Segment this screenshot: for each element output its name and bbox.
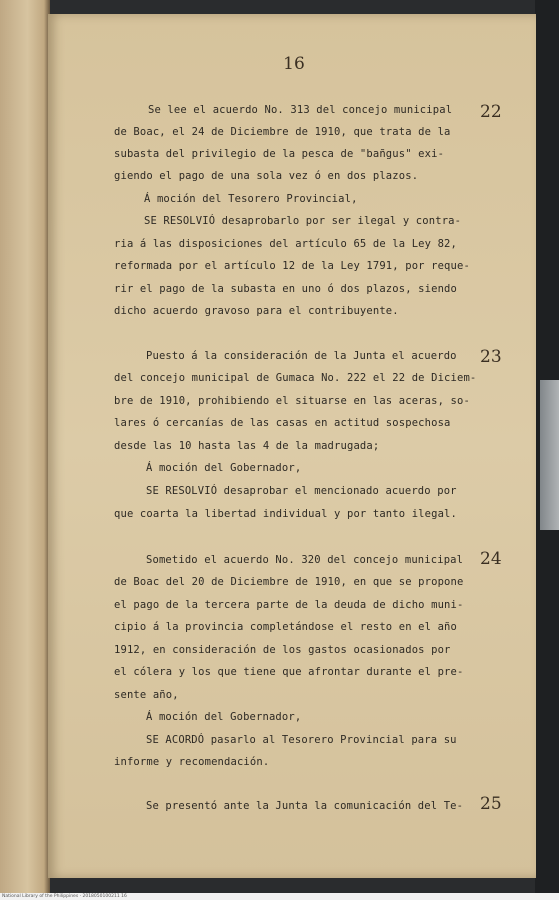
footer-attribution: National Library of the Philippines · 2018050100211 16	[2, 894, 127, 899]
text-line: ria á las disposiciones del artículo 65 de la Ley 82,	[114, 238, 457, 250]
text-line: SE ACORDÓ pasarlo al Tesorero Provincial para su	[146, 734, 457, 746]
text-line: el cólera y los que tiene que afrontar durante el pre-	[114, 666, 464, 678]
text-line: que coarta la libertad individual y por tanto ilegal.	[114, 508, 457, 520]
text-line: sente año,	[114, 689, 179, 701]
text-line: reformada por el artículo 12 de la Ley 1791, por reque-	[114, 260, 470, 272]
text-line: el pago de la tercera parte de la deuda de dicho muni-	[114, 599, 464, 611]
margin-number: 22	[480, 102, 502, 122]
text-line: subasta del privilegio de la pesca de "bañgus" exi-	[114, 148, 445, 160]
text-line: cipio á la provincia completándose el resto en el año	[114, 621, 457, 633]
text-line: Á moción del Gobernador,	[146, 711, 302, 723]
text-line: desde las 10 hasta las 4 de la madrugada;	[114, 440, 380, 452]
margin-number: 23	[480, 347, 502, 367]
text-line: del concejo municipal de Gumaca No. 222 el 22 de Diciem-	[114, 372, 477, 384]
text-line: de Boac del 20 de Diciembre de 1910, en que se propone	[114, 576, 464, 588]
text-line: 1912, en consideración de los gastos ocasionados por	[114, 644, 451, 656]
text-line: informe y recomendación.	[114, 756, 270, 768]
text-line: giendo el pago de una sola vez ó en dos plazos.	[114, 170, 419, 182]
page-tab	[540, 380, 559, 530]
text-line: SE RESOLVIÓ desaprobar el mencionado acuerdo por	[146, 485, 457, 497]
margin-number: 24	[480, 549, 502, 569]
book-left-edge	[0, 0, 50, 893]
text-line: dicho acuerdo gravoso para el contribuyente.	[114, 305, 399, 317]
text-line: lares ó cercanías de las casas en actitud sospechosa	[114, 417, 451, 429]
text-line: Se lee el acuerdo No. 313 del concejo municipal	[148, 104, 453, 116]
text-line: Sometido el acuerdo No. 320 del concejo municipal	[146, 554, 464, 566]
text-line: bre de 1910, prohibiendo el situarse en las aceras, so-	[114, 395, 470, 407]
text-line: de Boac, el 24 de Diciembre de 1910, que trata de la	[114, 126, 451, 138]
page-number: 16	[283, 54, 305, 74]
text-line: Á moción del Tesorero Provincial,	[144, 193, 358, 205]
text-line: Á moción del Gobernador,	[146, 462, 302, 474]
text-line: Se presentó ante la Junta la comunicación del Te-	[146, 800, 464, 812]
document-page	[48, 14, 536, 878]
text-line: Puesto á la consideración de la Junta el acuerdo	[146, 350, 457, 362]
margin-number: 25	[480, 794, 502, 814]
text-line: rir el pago de la subasta en uno ó dos plazos, siendo	[114, 283, 457, 295]
text-line: SE RESOLVIÓ desaprobarlo por ser ilegal y contra-	[144, 215, 462, 227]
